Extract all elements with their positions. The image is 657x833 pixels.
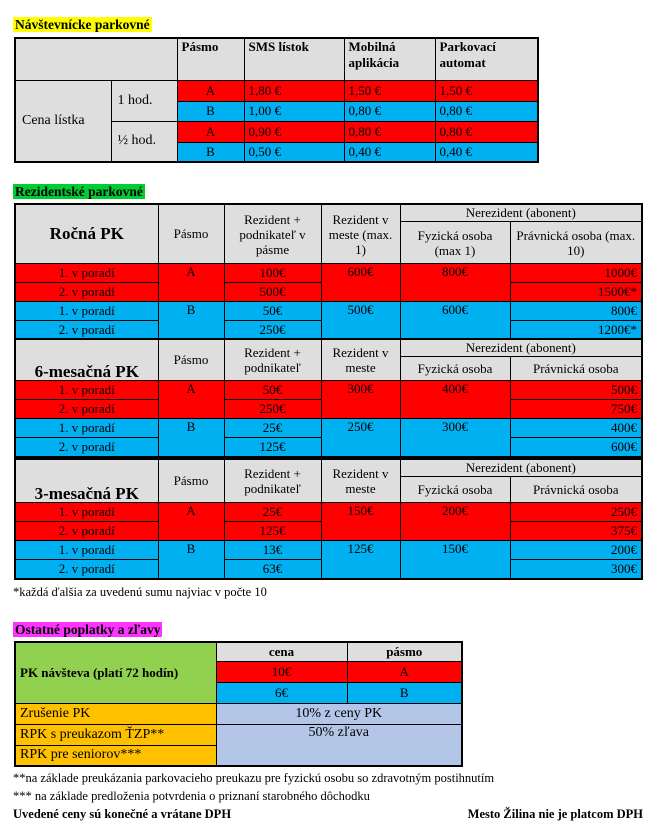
physical-person-header: Fyzická osoba (max 1) <box>400 222 510 264</box>
automat-price: 0,80 € <box>435 101 538 121</box>
ztp-value: 50% zľava <box>216 724 462 766</box>
physical-person-price: 300€ <box>400 419 510 457</box>
cancel-pk-value: 10% z ceny PK <box>216 703 462 724</box>
legal-person-price: 300€ <box>510 560 642 579</box>
legal-person-price: 1000€ <box>510 264 642 283</box>
visit-price: 10€ <box>216 661 347 682</box>
legal-person-price: 375€ <box>510 522 642 541</box>
zone-cell: A <box>177 80 244 101</box>
visitor-header-app: Mobilná aplikácia <box>344 38 435 80</box>
legal-person-price: 1500€* <box>510 283 642 302</box>
physical-person-price: 400€ <box>400 381 510 419</box>
order-cell: 1. v poradí <box>15 541 158 560</box>
zone-cell: A <box>158 503 224 541</box>
physical-person-price: 200€ <box>400 503 510 541</box>
zone-header: pásmo <box>347 642 462 661</box>
zone-cell: B <box>158 419 224 457</box>
order-cell: 1. v poradí <box>15 264 158 283</box>
visitor-header-sms: SMS lístok <box>244 38 344 80</box>
resident-header: Rezident + podnikateľ <box>224 339 321 381</box>
price-header: cena <box>216 642 347 661</box>
sms-price: 0,90 € <box>244 121 344 142</box>
app-price: 0,80 € <box>344 121 435 142</box>
price-label: Cena lístka <box>15 80 111 162</box>
zone-header: Pásmo <box>158 204 224 264</box>
zone-cell: A <box>158 264 224 302</box>
order-cell: 2. v poradí <box>15 283 158 302</box>
city-resident-header: Rezident v meste <box>321 459 400 503</box>
zone-cell: B <box>177 101 244 121</box>
sms-price: 1,80 € <box>244 80 344 101</box>
zone-cell: B <box>158 302 224 340</box>
legal-person-price: 1200€* <box>510 321 642 340</box>
duration-1h: 1 hod. <box>111 80 177 121</box>
cancel-pk-label: Zrušenie PK <box>15 703 216 724</box>
three-month-pk-table <box>14 458 643 580</box>
automat-price: 0,80 € <box>435 121 538 142</box>
order-cell: 1. v poradí <box>15 381 158 400</box>
visitor-section-title: Návštevnícke parkovné <box>15 17 150 32</box>
physical-person-header: Fyzická osoba <box>400 477 510 503</box>
order-cell: 2. v poradí <box>15 560 158 579</box>
city-resident-header: Rezident v meste (max. 1) <box>321 204 400 264</box>
automat-price: 1,50 € <box>435 80 538 101</box>
sms-price: 1,00 € <box>244 101 344 121</box>
six-month-title: 6-mesačná PK <box>15 339 158 381</box>
visit-price: 6€ <box>216 682 347 703</box>
visitor-price-table <box>14 37 539 163</box>
resident-price: 500€ <box>224 283 321 302</box>
legal-person-price: 600€ <box>510 438 642 457</box>
zone-header: Pásmo <box>158 339 224 381</box>
resident-price: 250€ <box>224 400 321 419</box>
city-resident-price: 600€ <box>321 264 400 302</box>
physical-person-price: 600€ <box>400 302 510 340</box>
automat-price: 0,40 € <box>435 142 538 162</box>
zone-cell: B <box>158 541 224 579</box>
app-price: 1,50 € <box>344 80 435 101</box>
app-price: 0,80 € <box>344 101 435 121</box>
city-resident-price: 500€ <box>321 302 400 340</box>
zone-cell: A <box>158 381 224 419</box>
visit-pk-label: PK návšteva (platí 72 hodín) <box>15 642 216 703</box>
legal-person-price: 800€ <box>510 302 642 321</box>
resident-section-title: Rezidentské parkovné <box>15 184 143 199</box>
resident-header: Rezident + podnikateľ v pásme <box>224 204 321 264</box>
resident-price: 13€ <box>224 541 321 560</box>
city-resident-price: 150€ <box>321 503 400 541</box>
zone-cell: A <box>177 121 244 142</box>
duration-half-hour: ½ hod. <box>111 121 177 162</box>
city-resident-price: 300€ <box>321 381 400 419</box>
resident-price: 25€ <box>224 419 321 438</box>
app-price: 0,40 € <box>344 142 435 162</box>
other-fees-table <box>14 641 463 767</box>
ztp-footnote: **na základe preukázania parkovacieho preukazu pre fyzickú osobu so zdravotným postihnutím <box>13 771 495 785</box>
nonresident-header: Nerezident (abonent) <box>400 204 642 222</box>
zone-cell: B <box>177 142 244 162</box>
three-month-title: 3-mesačná PK <box>15 459 158 503</box>
senior-label: RPK pre seniorov*** <box>15 745 216 766</box>
visit-zone: A <box>347 661 462 682</box>
ztp-label: RPK s preukazom ŤZP** <box>15 724 216 745</box>
physical-person-header: Fyzická osoba <box>400 357 510 381</box>
vat-included-note: Uvedené ceny sú konečné a vrátane DPH <box>13 807 232 821</box>
zone-header: Pásmo <box>158 459 224 503</box>
resident-footnote: *každá ďalšia za uvedenú sumu najviac v počte 10 <box>13 585 267 599</box>
yearly-title: Ročná PK <box>15 204 158 264</box>
legal-person-header: Právnická osoba <box>510 357 642 381</box>
city-vat-note: Mesto Žilina nie je platcom DPH <box>467 807 643 821</box>
city-resident-price: 250€ <box>321 419 400 457</box>
resident-price: 63€ <box>224 560 321 579</box>
order-cell: 2. v poradí <box>15 522 158 541</box>
sms-price: 0,50 € <box>244 142 344 162</box>
resident-price: 100€ <box>224 264 321 283</box>
yearly-pk-table <box>14 203 643 341</box>
physical-person-price: 150€ <box>400 541 510 579</box>
legal-person-price: 400€ <box>510 419 642 438</box>
legal-person-header: Právnická osoba <box>510 477 642 503</box>
order-cell: 2. v poradí <box>15 321 158 340</box>
city-resident-header: Rezident v meste <box>321 339 400 381</box>
other-section-title: Ostatné poplatky a zľavy <box>15 622 161 637</box>
order-cell: 1. v poradí <box>15 503 158 522</box>
resident-price: 50€ <box>224 381 321 400</box>
city-resident-price: 125€ <box>321 541 400 579</box>
legal-person-price: 250€ <box>510 503 642 522</box>
visit-zone: B <box>347 682 462 703</box>
six-month-pk-table <box>14 338 643 458</box>
visitor-header-automat: Parkovací automat <box>435 38 538 80</box>
resident-price: 250€ <box>224 321 321 340</box>
nonresident-header: Nerezident (abonent) <box>400 339 642 357</box>
legal-person-price: 750€ <box>510 400 642 419</box>
physical-person-price: 800€ <box>400 264 510 302</box>
resident-header: Rezident + podnikateľ <box>224 459 321 503</box>
resident-price: 125€ <box>224 522 321 541</box>
order-cell: 1. v poradí <box>15 419 158 438</box>
resident-price: 125€ <box>224 438 321 457</box>
resident-price: 50€ <box>224 302 321 321</box>
legal-person-price: 200€ <box>510 541 642 560</box>
resident-price: 25€ <box>224 503 321 522</box>
senior-footnote: *** na základe predloženia potvrdenia o priznaní starobného dôchodku <box>13 789 370 803</box>
visitor-header-zone: Pásmo <box>177 38 244 80</box>
legal-person-header: Právnická osoba (max. 10) <box>510 222 642 264</box>
nonresident-header: Nerezident (abonent) <box>400 459 642 477</box>
order-cell: 2. v poradí <box>15 438 158 457</box>
order-cell: 1. v poradí <box>15 302 158 321</box>
visitor-header-blank <box>15 38 177 80</box>
legal-person-price: 500€ <box>510 381 642 400</box>
order-cell: 2. v poradí <box>15 400 158 419</box>
